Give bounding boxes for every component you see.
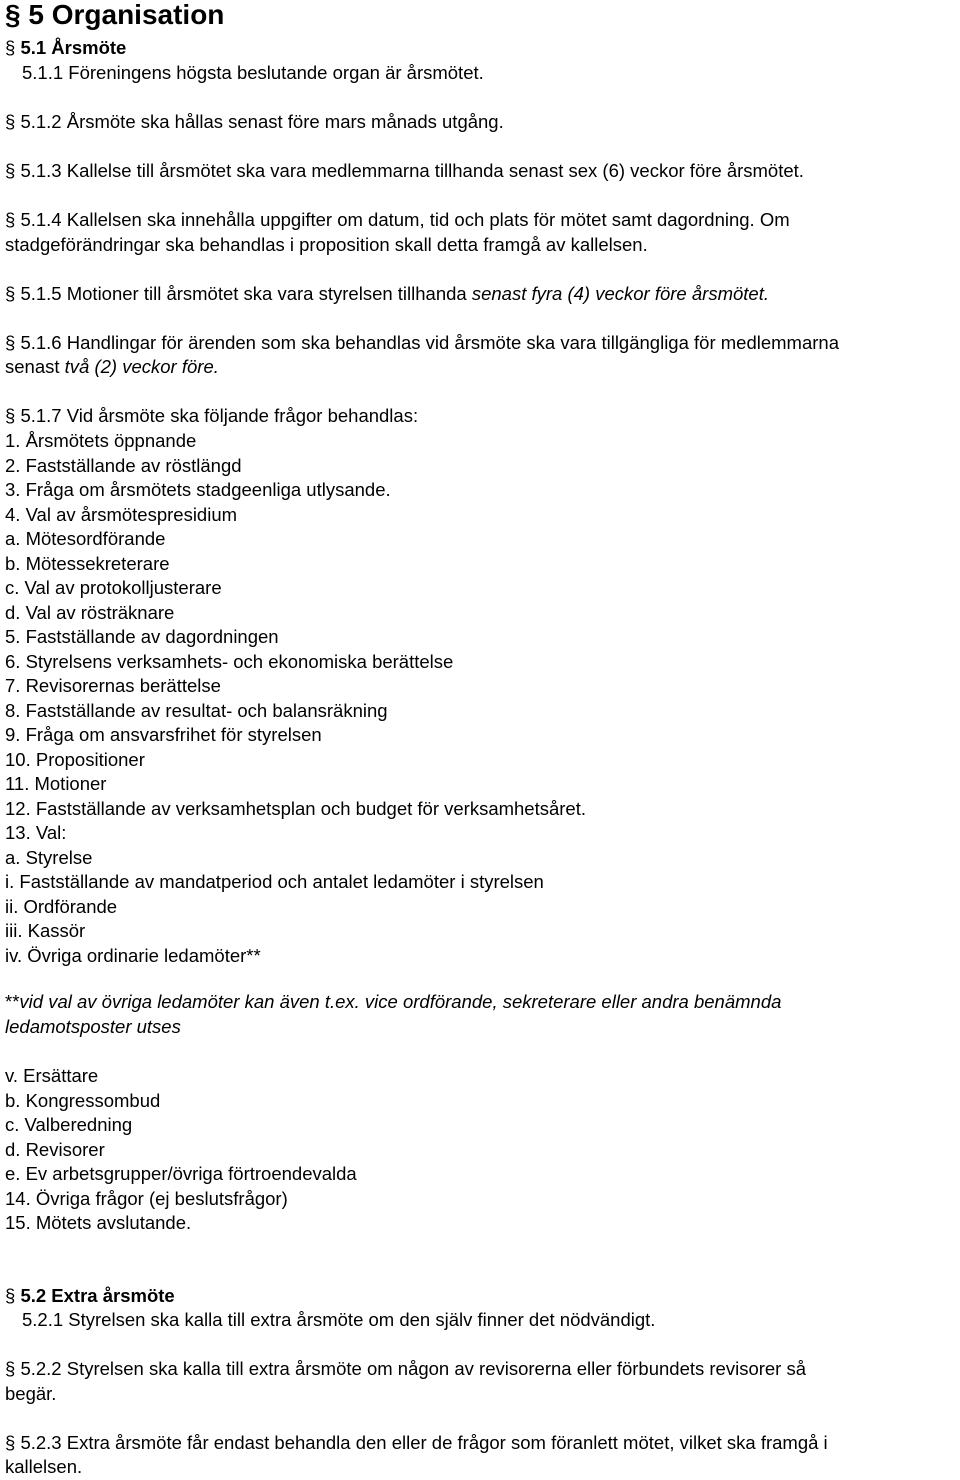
paragraph-5-2-3-line1 xyxy=(5,1431,960,1456)
paragraph-5-2-2-text: 5.2.2 Styrelsen ska kalla till extra årsmöte om någon av revisorerna eller förbundets revisorer så xyxy=(20,1358,807,1379)
paragraph-5-1-1: 5.1.1 Föreningens högsta beslutande organ är årsmötet. xyxy=(22,62,484,83)
section-mark: § xyxy=(5,332,16,353)
election-note-line2 xyxy=(5,1015,960,1040)
agenda-item: a. Mötesordförande xyxy=(5,528,166,549)
section-mark: § xyxy=(5,1285,16,1306)
agenda-item: 3. Fråga om årsmötets stadgeenliga utlysande. xyxy=(5,479,391,500)
paragraph-5-1-5-emphasis: senast fyra (4) veckor före årsmötet. xyxy=(471,283,769,304)
paragraph-5-1-4-line2: stadgeförändringar ska behandlas i proposition skall detta framgå av kallelsen. xyxy=(5,234,648,255)
section-5-1-heading xyxy=(5,36,960,61)
agenda-item: 15. Mötets avslutande. xyxy=(5,1212,192,1233)
agenda-item: 10. Propositioner xyxy=(5,748,145,770)
agenda-item: d. Val av rösträknare xyxy=(5,601,175,623)
paragraph-5-1-5 xyxy=(5,282,960,307)
agenda-item: b. Mötessekreterare xyxy=(5,552,170,574)
paragraph-5-1-3-text: 5.1.3 Kallelse till årsmötet ska vara medlemmarna tillhanda senast sex (6) veckor före årsmötet. xyxy=(20,160,804,181)
agenda-item: i. Fastställande av mandatperiod och antalet ledamöter i styrelsen xyxy=(5,871,544,892)
agenda-item: 7. Revisorernas berättelse xyxy=(5,675,221,696)
paragraph-5-2-1: 5.2.1 Styrelsen ska kalla till extra årsmöte om den själv finner det nödvändigt. xyxy=(22,1309,656,1330)
agenda-list xyxy=(5,429,960,968)
agenda-item: b. Kongressombud xyxy=(5,1089,161,1111)
agenda-item: 8. Fastställande av resultat- och balansräkning xyxy=(5,699,388,721)
section-mark: § xyxy=(5,111,16,132)
note-text: ledamotsposter utses xyxy=(5,1016,181,1037)
paragraph-5-1-6-emphasis: två (2) veckor före. xyxy=(64,356,219,377)
paragraph-5-1-7 xyxy=(5,404,960,429)
paragraph-5-1-4-text: 5.1.4 Kallelsen ska innehålla uppgifter om datum, tid och plats för mötet samt dagordning. Om xyxy=(20,209,790,230)
agenda-item: c. Valberedning xyxy=(5,1114,133,1135)
paragraph-5-1-5-text: 5.1.5 Motioner till årsmötet ska vara styrelsen tillhanda xyxy=(20,283,472,304)
note-asterisks: ** xyxy=(5,991,20,1012)
election-note-line1 xyxy=(5,990,960,1015)
agenda-item: 2. Fastställande av röstlängd xyxy=(5,454,242,476)
agenda-item: 1. Årsmötets öppnande xyxy=(5,430,197,451)
paragraph-5-1-6-text: 5.1.6 Handlingar för ärenden som ska behandlas vid årsmöte ska vara tillgängliga för medlemmarna xyxy=(20,332,839,353)
paragraph-5-2-3-text: 5.2.3 Extra årsmöte får endast behandla den eller de frågor som föranlett mötet, vilket ska framgå i xyxy=(20,1432,828,1453)
section-5-1-title: 5.1 Årsmöte xyxy=(20,37,127,58)
paragraph-5-1-6-line1 xyxy=(5,331,960,356)
agenda-item: v. Ersättare xyxy=(5,1065,99,1086)
agenda-item: ii. Ordförande xyxy=(5,895,118,917)
agenda-item: 12. Fastställande av verksamhetsplan och budget för verksamhetsåret. xyxy=(5,797,586,819)
paragraph-5-2-3-line2: kallelsen. xyxy=(5,1456,83,1477)
section-mark: § xyxy=(5,0,21,30)
agenda-item: 14. Övriga frågor (ej beslutsfrågor) xyxy=(5,1187,288,1209)
note-text: vid val av övriga ledamöter kan även t.ex. vice ordförande, sekreterare eller andra benämnda xyxy=(19,991,782,1012)
agenda-item: iv. Övriga ordinarie ledamöter** xyxy=(5,944,261,966)
paragraph-5-2-2-line1 xyxy=(5,1357,960,1382)
agenda-item: 5. Fastställande av dagordningen xyxy=(5,626,279,647)
paragraph-5-1-2 xyxy=(5,110,960,135)
section-5-heading xyxy=(5,0,960,30)
section-mark: § xyxy=(5,160,16,181)
agenda-item: e. Ev arbetsgrupper/övriga förtroendevalda xyxy=(5,1163,357,1184)
section-5-2-heading xyxy=(5,1284,960,1309)
agenda-item: 4. Val av årsmötespresidium xyxy=(5,503,238,525)
agenda-item: iii. Kassör xyxy=(5,920,86,941)
section-5-title: 5 Organisation xyxy=(28,0,225,30)
agenda-item: 9. Fråga om ansvarsfrihet för styrelsen xyxy=(5,724,322,745)
paragraph-5-1-2-text: 5.1.2 Årsmöte ska hållas senast före mars månads utgång. xyxy=(20,111,504,132)
agenda-item: 11. Motioner xyxy=(5,773,107,794)
paragraph-5-2-2-line2: begär. xyxy=(5,1383,57,1404)
paragraph-5-1-3 xyxy=(5,159,960,184)
paragraph-5-1-6-text2: senast xyxy=(5,356,65,377)
section-mark: § xyxy=(5,405,16,426)
agenda-item: 13. Val: xyxy=(5,822,67,843)
agenda-item: c. Val av protokolljusterare xyxy=(5,577,222,598)
agenda-item: a. Styrelse xyxy=(5,846,93,868)
paragraph-5-1-4-line1 xyxy=(5,208,960,233)
section-mark: § xyxy=(5,1358,16,1379)
section-mark: § xyxy=(5,209,16,230)
agenda-list-continued xyxy=(5,1064,960,1236)
paragraph-5-1-7-text: 5.1.7 Vid årsmöte ska följande frågor behandlas: xyxy=(20,405,419,426)
paragraph-5-1-6-line2 xyxy=(5,355,960,380)
agenda-item: d. Revisorer xyxy=(5,1138,105,1160)
section-mark: § xyxy=(5,283,16,304)
section-mark: § xyxy=(5,1432,16,1453)
section-mark: § xyxy=(5,37,16,58)
agenda-item: 6. Styrelsens verksamhets- och ekonomiska berättelse xyxy=(5,650,454,672)
section-5-2-title: 5.2 Extra årsmöte xyxy=(20,1285,175,1306)
